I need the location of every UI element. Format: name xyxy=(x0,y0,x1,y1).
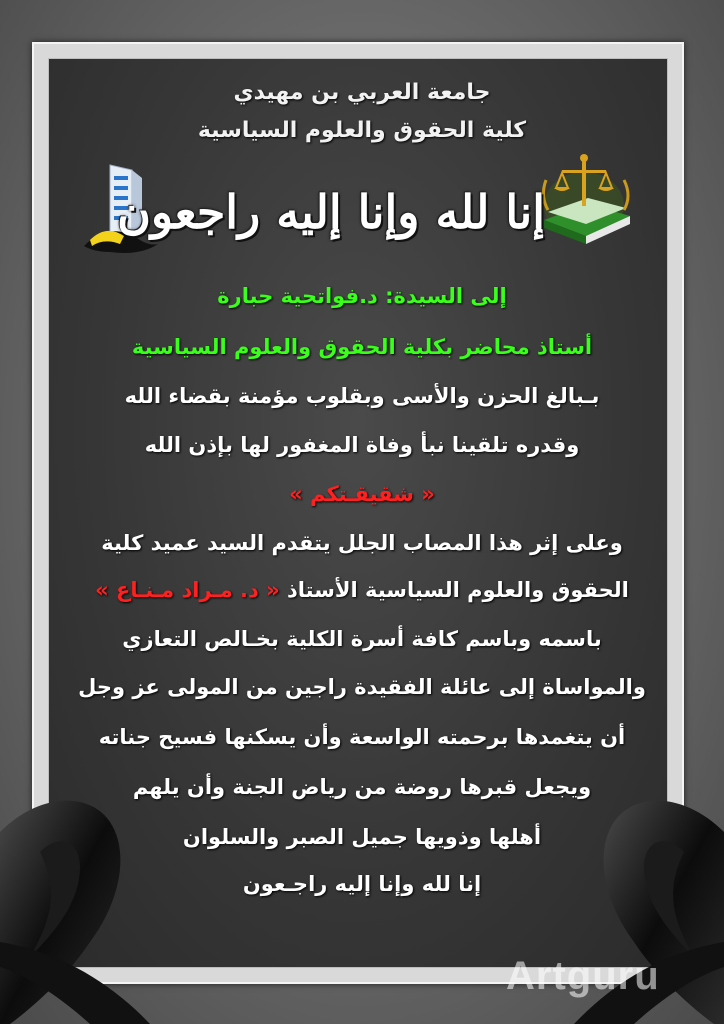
quran-verse-calligraphy: إنا لله وإنا إليه راجعون xyxy=(117,185,545,239)
message-line-4 xyxy=(0,578,724,602)
message-line-2: وقدره تلقينا نبأ وفاة المغفور لها بإذن الله xyxy=(144,433,580,457)
scales-of-justice-logo xyxy=(538,150,634,250)
message-line-3: وعلى إثر هذا المصاب الجلل يتقدم السيد عميد كلية xyxy=(101,531,623,555)
dean-name: « د. مـراد مـنـاع » xyxy=(95,578,280,602)
recipient-line: إلى السيدة: د.فواتحية حبارة xyxy=(217,284,507,308)
deceased-relation: « شقيقـتكم » xyxy=(289,482,435,506)
message-line-9: أهلها وذويها جميل الصبر والسلوان xyxy=(182,825,542,849)
faculty-name: كلية الحقوق والعلوم السياسية xyxy=(197,118,527,143)
message-line-4-text: الحقوق والعلوم السياسية الأستاذ xyxy=(286,578,629,602)
message-line-8: ويجعل قبرها روضة من رياض الجنة وأن يلهم xyxy=(132,775,592,799)
university-name: جامعة العربي بن مهيدي xyxy=(233,80,491,105)
message-line-7: أن يتغمدها برحمته الواسعة وأن يسكنها فسيح جناته xyxy=(98,725,626,749)
watermark-text: Artguru xyxy=(506,954,660,998)
message-line-1: بـبالغ الحزن والأسى وبقلوب مؤمنة بقضاء الله xyxy=(124,384,600,408)
message-closing: إنا لله وإنا إليه راجـعون xyxy=(242,872,482,896)
recipient-title: أستاذ محاضر بكلية الحقوق والعلوم السياسية xyxy=(131,335,593,359)
message-line-6: والمواساة إلى عائلة الفقيدة راجين من المولى عز وجل xyxy=(78,675,646,699)
message-line-5: باسمه وباسم كافة أسرة الكلية بخـالص التعازي xyxy=(122,627,602,651)
